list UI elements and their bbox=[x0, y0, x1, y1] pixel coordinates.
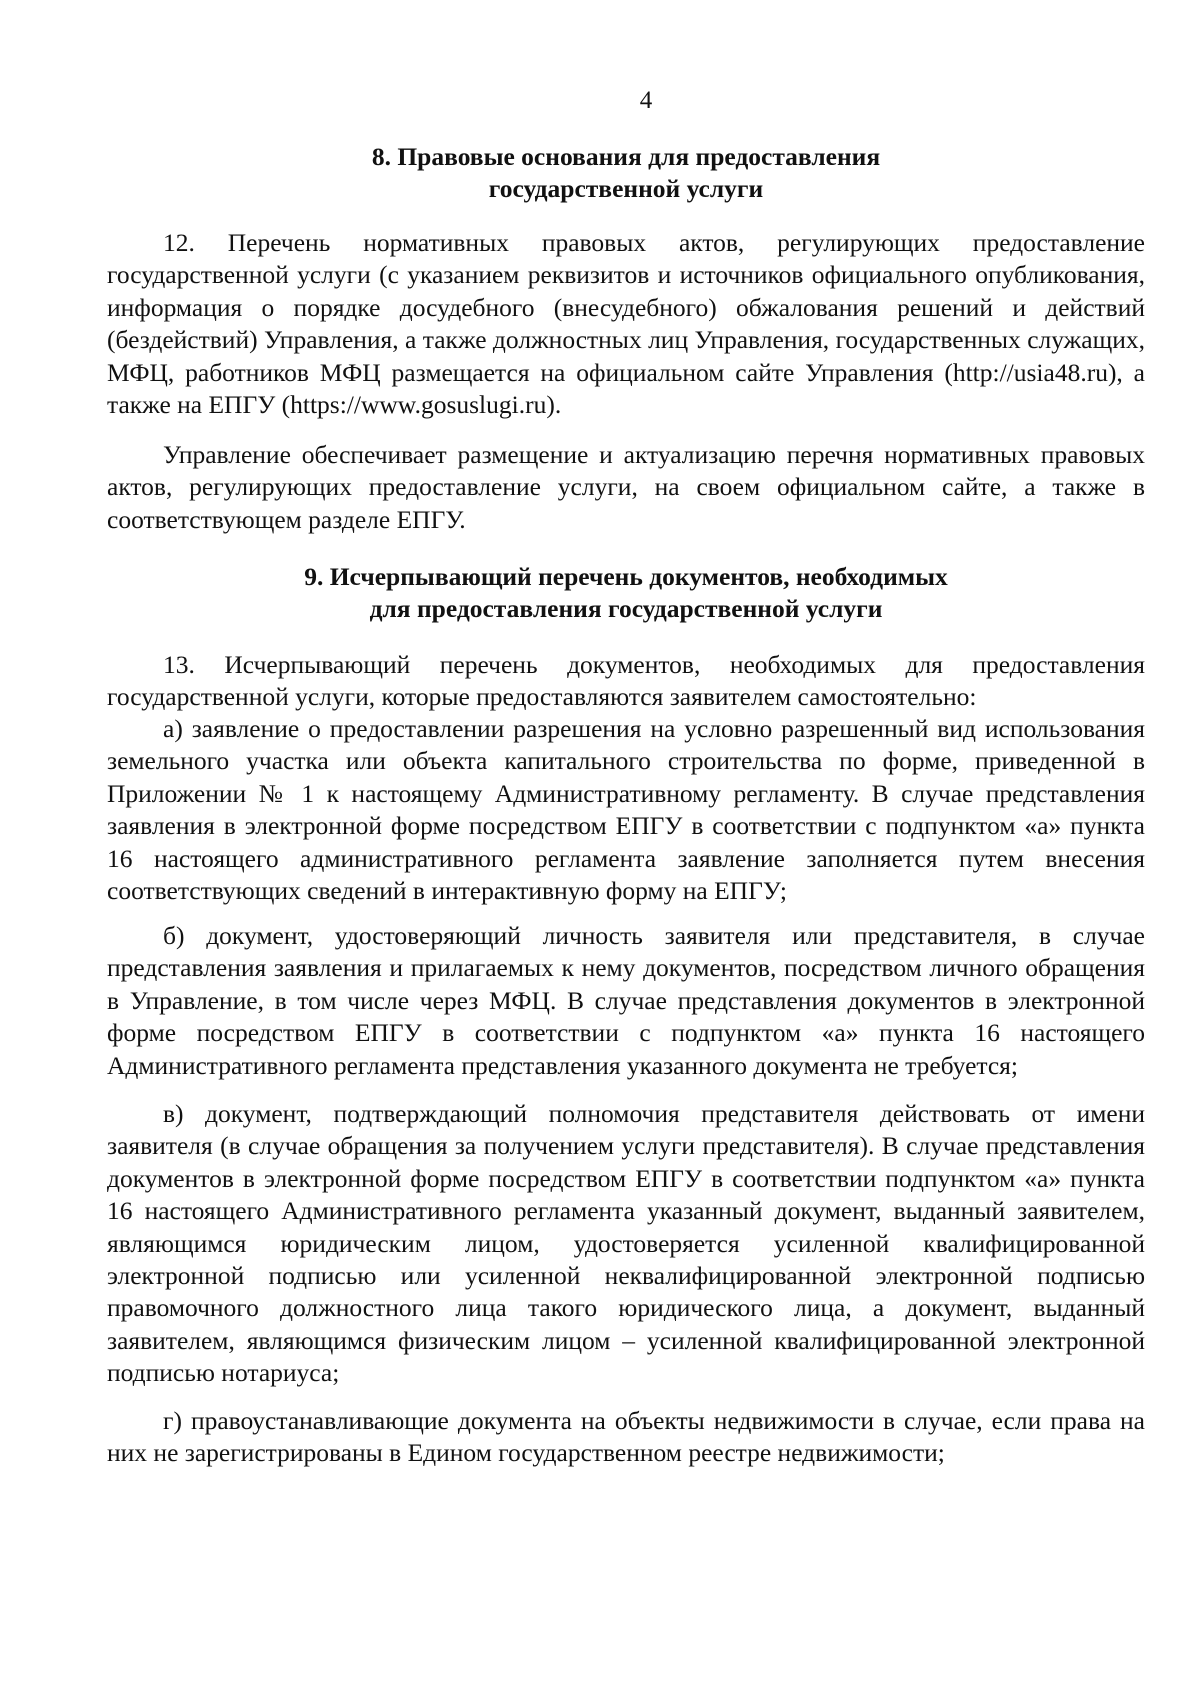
section-9-heading bbox=[107, 561, 1145, 625]
section-9-heading-line1: 9. Исчерпывающий перечень документов, необходимых bbox=[304, 562, 948, 591]
list-item-v: в) документ, подтверждающий полномочия представителя действовать от имени заявителя (в случае обращения за получением услуги представителя). В случае представления документов в электронной форме посредством ЕПГУ в соответствии подпунктом «а» пункта 16 настоящего Административного регламента указанный документ, выданный заявителем, являющимся юридическим лицом, удостоверяется усиленной квалифицированной электронной подписью или усиленной неквалифицированной электронной подписью правомочного должностного лица такого юридического лица, а документ, выданный заявителем, являющимся физическим лицом – усиленной квалифицированной электронной подписью нотариуса; bbox=[107, 1099, 1145, 1388]
list-item-a: а) заявление о предоставлении разрешения на условно разрешенный вид использования земельного участка или объекта капитального строительства по форме, приведенной в Приложении № 1 к настоящему Административному регламенту. В случае представления заявления в электронной форме посредством ЕПГУ в соответствии с подпунктом «а» пункта 16 настоящего административного регламента заявление заполняется путем внесения соответствующих сведений в интерактивную форму на ЕПГУ; bbox=[107, 714, 1145, 906]
paragraph-12-continuation: Управление обеспечивает размещение и актуализацию перечня нормативных правовых актов, регулирующих предоставление услуги, на своем официальном сайте, а также в соответствующем разделе ЕПГУ. bbox=[107, 440, 1145, 534]
list-item-b: б) документ, удостоверяющий личность заявителя или представителя, в случае представления заявления и прилагаемых к нему документов, посредством личного обращения в Управление, в том числе через МФЦ. В случае представления документов в электронной форме посредством ЕПГУ в соответствии с подпунктом «а» пункта 16 настоящего Административного регламента представления указанного документа не требуется; bbox=[107, 921, 1145, 1080]
section-8-heading-line2: государственной услуги bbox=[488, 174, 764, 203]
paragraph-12: 12. Перечень нормативных правовых актов, регулирующих предоставление государственной услуги (с указанием реквизитов и источников официального опубликования, информация о порядке досудебного (внесудебного) обжалования решений и действий (бездействий) Управления, а также должностных лиц Управления, государственных служащих, МФЦ, работников МФЦ размещается на официальном сайте Управления (http://usia48.ru), а также на ЕПГУ (https://www.gosuslugi.ru). bbox=[107, 228, 1145, 420]
section-9-heading-line2: для предоставления государственной услуги bbox=[369, 594, 883, 623]
paragraph-13: 13. Исчерпывающий перечень документов, необходимых для предоставления государственной услуги, которые предоставляются заявителем самостоятельно: bbox=[107, 650, 1145, 712]
list-item-g: г) правоустанавливающие документа на объекты недвижимости в случае, если права на них не зарегистрированы в Едином государственном реестре недвижимости; bbox=[107, 1406, 1145, 1468]
section-8-heading bbox=[107, 141, 1145, 205]
section-8-heading-line1: 8. Правовые основания для предоставления bbox=[371, 142, 881, 171]
page-number: 4 bbox=[639, 87, 653, 114]
